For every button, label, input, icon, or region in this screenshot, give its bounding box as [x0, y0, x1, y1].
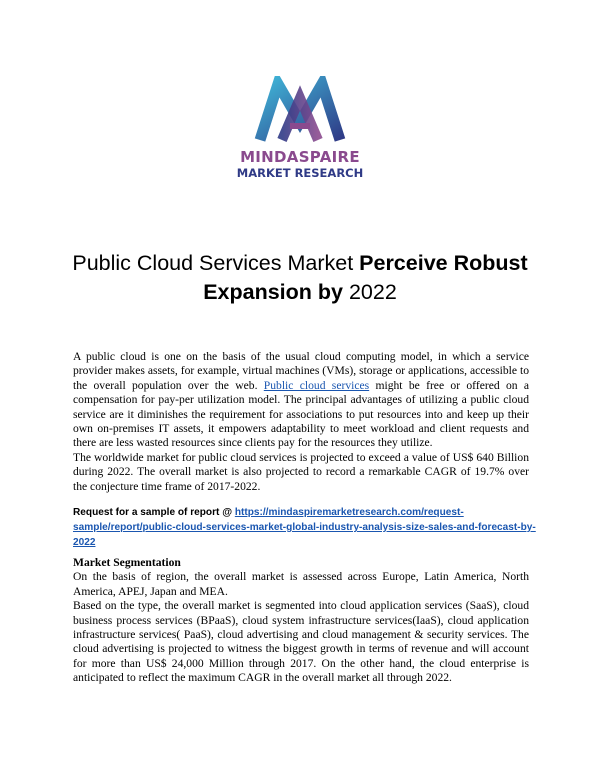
request-sample-link[interactable]: https://mindaspiremarketresearch.com/request-sample/report/public-cloud-services-market-global-industry-analysis-size-sales-and-forecast-by-2022	[73, 507, 536, 548]
logo-name: MINDASPAIRE	[240, 148, 360, 166]
title-part-1: Public Cloud Services Market	[72, 251, 360, 275]
intro-text-1: A public cloud is one on the basis of the usual cloud computing model, in which a service provider makes assets, for example, virtual machines (VMs), storage or applications, accessible to the overall population over the web.	[73, 350, 529, 392]
title-part-2: Perceive Robust Expansion by	[203, 251, 528, 304]
request-sample	[73, 505, 543, 550]
title-part-3: 2022	[342, 280, 397, 304]
logo-subtitle: MARKET RESEARCH	[236, 166, 364, 180]
intro-text-2: might be free or offered on a compensation for pay-per utilization model. The principal advantages of utilizing a public cloud service are it diminishes the requirement for associations to put resources into and keep up their own on-premises IT assets, it empowers adaptability to meet workload and client requests and there are less wasted resources since clients pay for the resources they utilize.	[73, 378, 529, 450]
page-title	[40, 249, 560, 307]
company-logo	[236, 76, 364, 194]
intro-section	[73, 350, 529, 494]
segmentation-heading: Market Segmentation	[73, 556, 181, 569]
segmentation-para-2: Based on the type, the overall market is segmented into cloud application services (SaaS), cloud business process services (BPaaS), cloud system infrastructure services(IaaS), cloud application infrastructure services( PaaS), cloud advertising and cloud management & security services. The cloud advertising is projected to witness the biggest growth in terms of revenue and will account for more than US$ 24,000 Million through 2017. On the other hand, the cloud enterprise is anticipated to reflect the maximum CAGR in the overall market all through 2022.	[73, 599, 529, 685]
public-cloud-services-link[interactable]: Public cloud services	[263, 378, 370, 392]
logo-mark-icon	[252, 76, 348, 146]
market-text: The worldwide market for public cloud services is projected to exceed a value of US$ 640 Billion during 2022. The overall market is also projected to record a remarkable CAGR of 19.7% over the conjecture time frame of 2017-2022.	[73, 450, 529, 493]
segmentation-para-1: On the basis of region, the overall market is assessed across Europe, Latin America, North America, APEJ, Japan and MEA.	[73, 570, 529, 598]
market-segmentation-section	[73, 556, 529, 686]
request-label: Request for a sample of report @	[73, 507, 235, 518]
